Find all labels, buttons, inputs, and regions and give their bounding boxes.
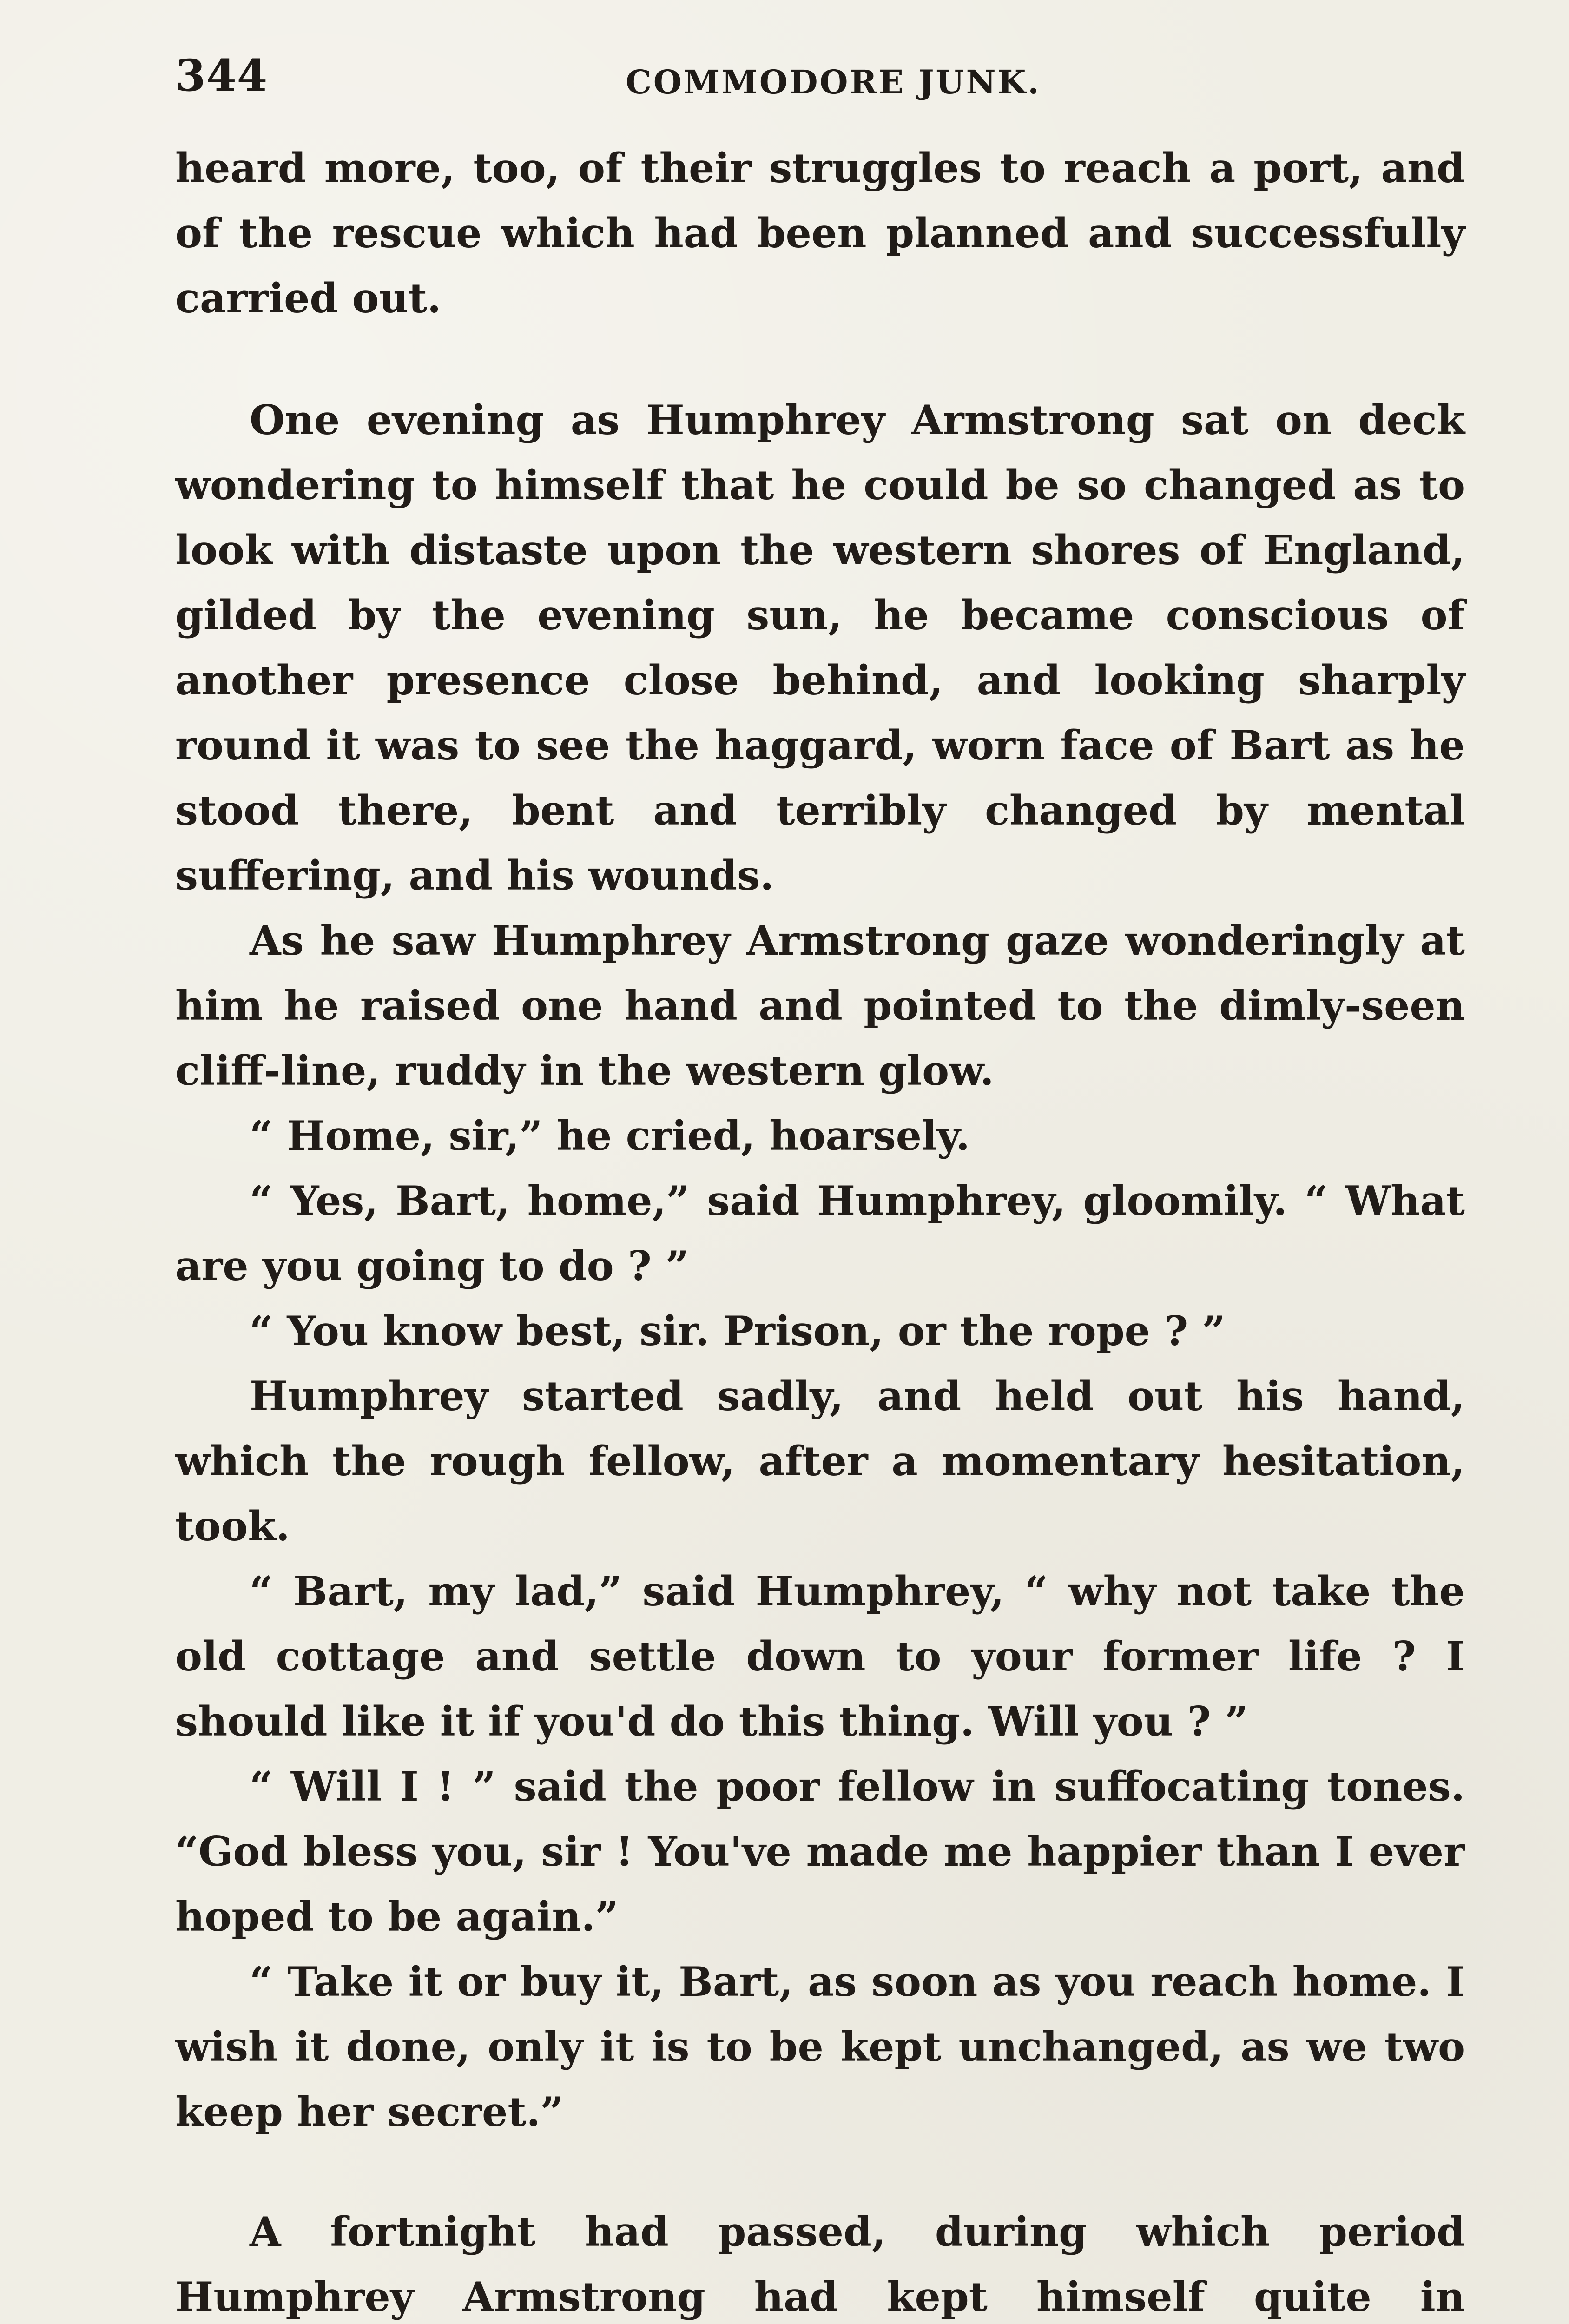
paragraph: “ Will I ! ” said the poor fellow in suffocating tones. “God bless you, sir ! You've made me happier than I ever hoped to be again.” <box>175 1763 1465 1941</box>
paragraph: “ Yes, Bart, home,” said Humphrey, gloomily. “ What are you going to do ? ” <box>175 1177 1465 1290</box>
page-header <box>175 50 1465 106</box>
paragraph: “ Take it or buy it, Bart, as soon as you reach home. I wish it done, only it is to be kept unchanged, as we two keep her secret.” <box>175 1958 1465 2136</box>
paragraph: heard more, too, of their struggles to reach a port, and of the rescue which had been planned and successfully carried out. <box>175 144 1465 322</box>
paragraph: Humphrey started sadly, and held out his hand, which the rough fellow, after a momentary hesitation, took. <box>175 1372 1465 1550</box>
paragraph: “ Bart, my lad,” said Humphrey, “ why not take the old cottage and settle down to your former life ? I should like it if you'd do this thing. Will you ? ” <box>175 1567 1465 1745</box>
paragraph: “ You know best, sir. Prison, or the rope ? ” <box>250 1307 1226 1355</box>
paragraph: A fortnight had passed, during which period Humphrey Armstrong had kept himself quite in <box>175 2208 1465 2321</box>
page-number: 344 <box>175 50 268 101</box>
paragraph: “ Home, sir,” he cried, hoarsely. <box>250 1112 970 1160</box>
body-text <box>175 136 1465 2324</box>
paragraph: As he saw Humphrey Armstrong gaze wonderingly at him he raised one hand and pointed to the dimly-seen cliff-line, ruddy in the western glow. <box>175 917 1465 1095</box>
paragraph: One evening as Humphrey Armstrong sat on deck wondering to himself that he could be so changed as to look with distaste upon the western shores of England, gilded by the evening sun, he became conscious of another presence close behind, and looking sharply round it was to see the haggard, worn face of Bart as he stood there, bent and terribly changed by mental suffering, and his wounds. <box>175 396 1465 899</box>
running-head: COMMODORE JUNK. <box>626 63 1041 101</box>
